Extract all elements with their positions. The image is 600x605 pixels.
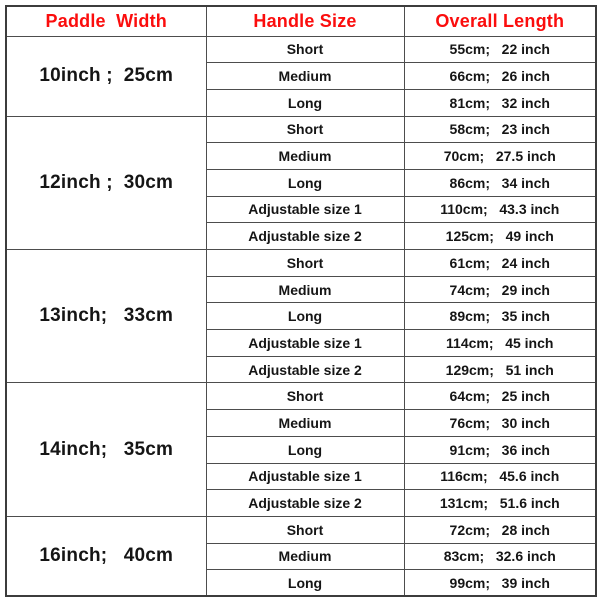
handle-size-cell: Short	[206, 250, 404, 277]
handle-size-cell: Adjustable size 2	[206, 223, 404, 250]
overall-length-cell: 64cm; 25 inch	[404, 383, 596, 410]
handle-size-cell: Adjustable size 2	[206, 490, 404, 517]
overall-length-cell: 110cm; 43.3 inch	[404, 196, 596, 223]
overall-length-cell: 83cm; 32.6 inch	[404, 543, 596, 570]
table-row	[6, 116, 596, 143]
col-header-paddle-width: Paddle Width	[6, 6, 206, 36]
overall-length-cell: 66cm; 26 inch	[404, 63, 596, 90]
overall-length-cell: 86cm; 34 inch	[404, 169, 596, 196]
handle-size-cell: Medium	[206, 63, 404, 90]
overall-length-cell: 99cm; 39 inch	[404, 570, 596, 597]
handle-size-cell: Medium	[206, 276, 404, 303]
handle-size-cell: Adjustable size 1	[206, 196, 404, 223]
handle-size-cell: Medium	[206, 143, 404, 170]
handle-size-cell: Long	[206, 436, 404, 463]
handle-size-cell: Short	[206, 516, 404, 543]
handle-size-cell: Medium	[206, 543, 404, 570]
overall-length-cell: 89cm; 35 inch	[404, 303, 596, 330]
overall-length-cell: 74cm; 29 inch	[404, 276, 596, 303]
overall-length-cell: 81cm; 32 inch	[404, 89, 596, 116]
handle-size-cell: Adjustable size 1	[206, 330, 404, 357]
paddle-width-cell: 12inch ; 30cm	[6, 116, 206, 249]
handle-size-cell: Adjustable size 2	[206, 356, 404, 383]
size-chart	[0, 5, 600, 605]
overall-length-cell: 70cm; 27.5 inch	[404, 143, 596, 170]
handle-size-cell: Long	[206, 570, 404, 597]
handle-size-cell: Long	[206, 169, 404, 196]
overall-length-cell: 72cm; 28 inch	[404, 516, 596, 543]
size-chart-table	[5, 5, 597, 597]
overall-length-cell: 55cm; 22 inch	[404, 36, 596, 63]
paddle-width-cell: 10inch ; 25cm	[6, 36, 206, 116]
overall-length-cell: 61cm; 24 inch	[404, 250, 596, 277]
col-header-overall-length: Overall Length	[404, 6, 596, 36]
overall-length-cell: 129cm; 51 inch	[404, 356, 596, 383]
overall-length-cell: 58cm; 23 inch	[404, 116, 596, 143]
overall-length-cell: 131cm; 51.6 inch	[404, 490, 596, 517]
table-row	[6, 36, 596, 63]
handle-size-cell: Short	[206, 116, 404, 143]
overall-length-cell: 116cm; 45.6 inch	[404, 463, 596, 490]
handle-size-cell: Adjustable size 1	[206, 463, 404, 490]
paddle-width-cell: 16inch; 40cm	[6, 516, 206, 596]
paddle-width-cell: 13inch; 33cm	[6, 250, 206, 383]
handle-size-cell: Long	[206, 89, 404, 116]
handle-size-cell: Long	[206, 303, 404, 330]
handle-size-cell: Medium	[206, 410, 404, 437]
col-header-handle-size: Handle Size	[206, 6, 404, 36]
header-row	[6, 6, 596, 36]
handle-size-cell: Short	[206, 36, 404, 63]
overall-length-cell: 76cm; 30 inch	[404, 410, 596, 437]
overall-length-cell: 114cm; 45 inch	[404, 330, 596, 357]
handle-size-cell: Short	[206, 383, 404, 410]
paddle-width-cell: 14inch; 35cm	[6, 383, 206, 516]
table-row	[6, 516, 596, 543]
table-row	[6, 383, 596, 410]
table-row	[6, 250, 596, 277]
overall-length-cell: 91cm; 36 inch	[404, 436, 596, 463]
overall-length-cell: 125cm; 49 inch	[404, 223, 596, 250]
